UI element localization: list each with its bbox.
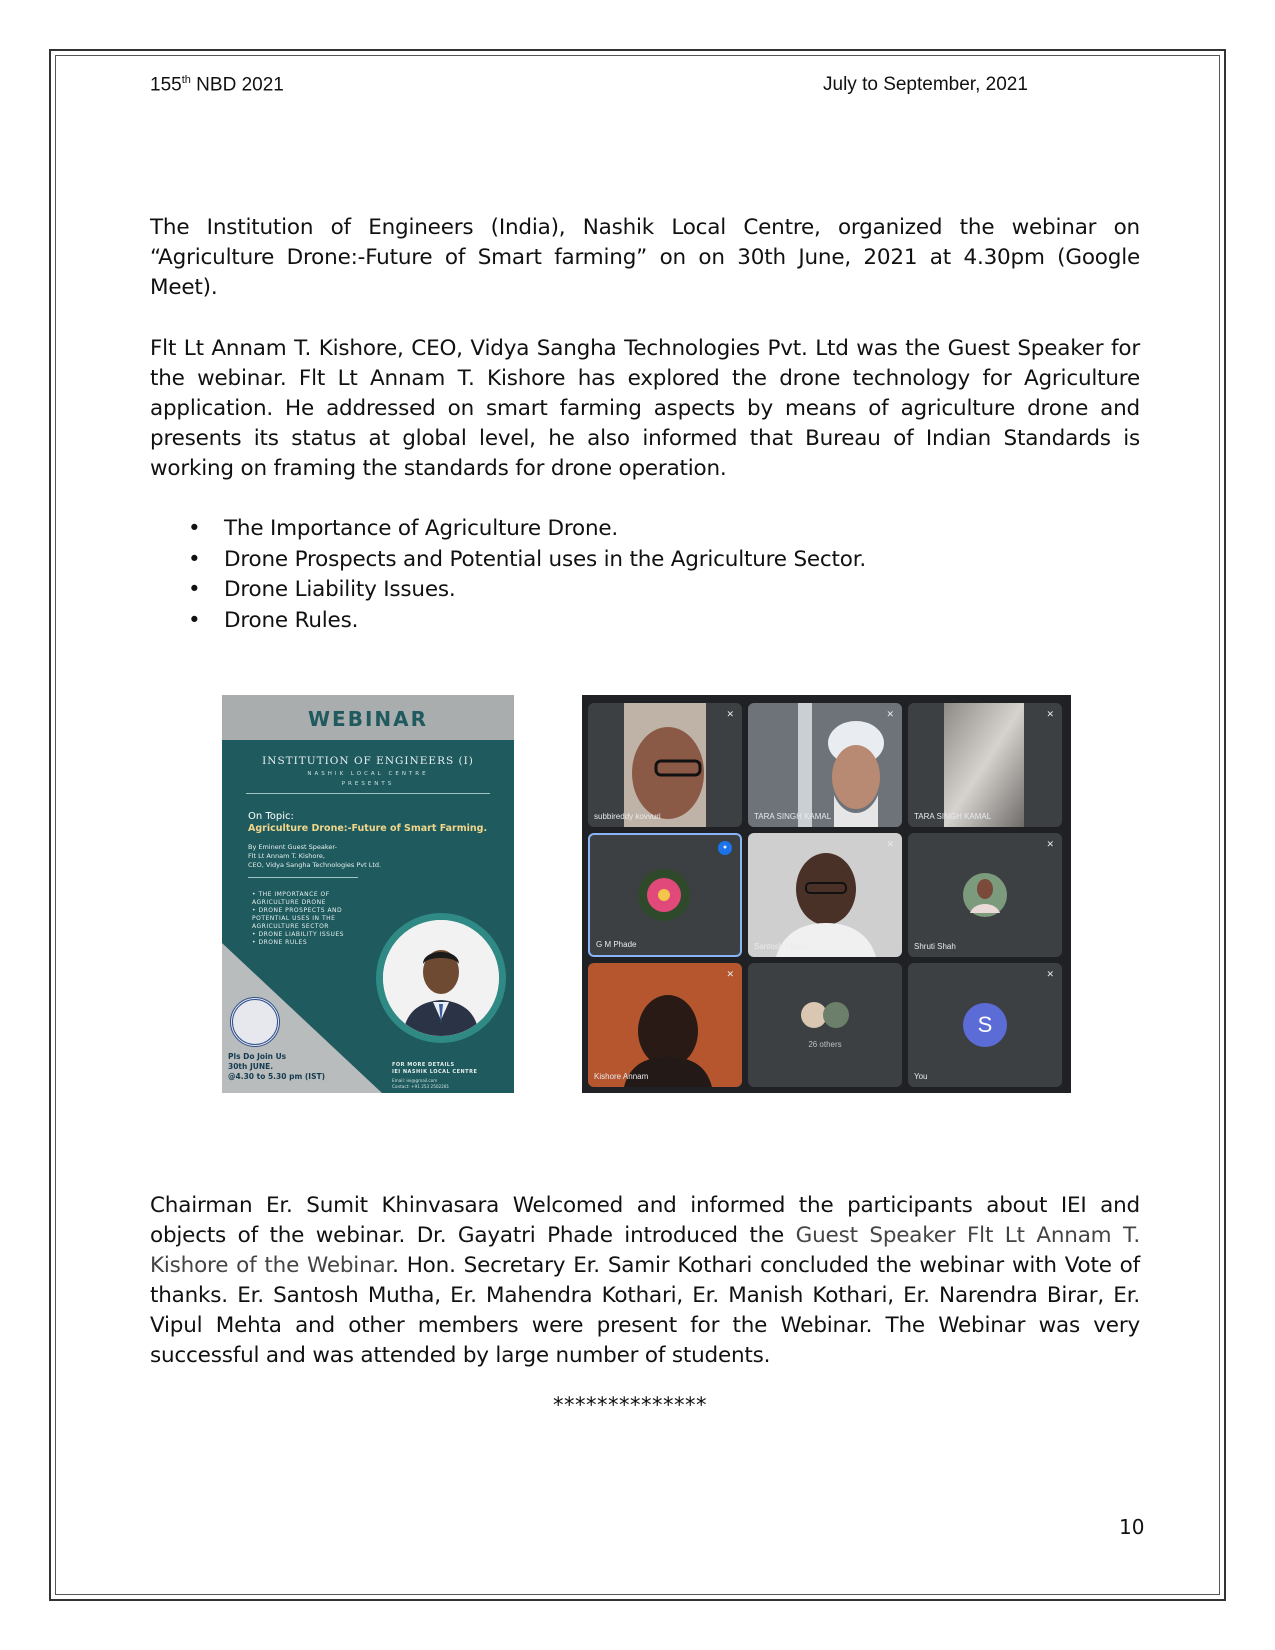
- list-item: • The Importance of Agriculture Drone.: [188, 516, 619, 541]
- participant-video-icon: [588, 703, 742, 827]
- others-avatars-icon: [748, 963, 902, 1087]
- poster-title: WEBINAR: [307, 707, 429, 731]
- participant-tile: [588, 833, 742, 957]
- participant-tile: [748, 833, 902, 957]
- topic-list: [150, 514, 866, 636]
- poster-centre: NASHIK LOCAL CENTRE: [307, 771, 429, 777]
- participant-tile: [588, 963, 742, 1087]
- mic-off-icon: ✕: [886, 839, 894, 849]
- participant-avatar-icon: [908, 833, 1062, 957]
- mic-off-icon: ✕: [1046, 839, 1054, 849]
- poster-organization: INSTITUTION OF ENGINEERS (I): [262, 755, 474, 767]
- intro-paragraph: The Institution of Engineers (India), Nashik Local Centre, organized the webinar on “Agriculture Drone:-Future of Smart farming” on on 30th June, 2021 at 4.30pm (Google Meet).: [150, 215, 1140, 300]
- mic-off-icon: ✕: [1046, 709, 1054, 719]
- participant-name: TARA SINGH KAMAL: [754, 812, 832, 821]
- poster-details: FOR MORE DETAILS IEI NASHIK LOCAL CENTRE: [392, 1062, 478, 1075]
- mic-off-icon: ✕: [726, 709, 734, 719]
- mic-off-icon: ✕: [886, 709, 894, 719]
- speaking-indicator-icon: ●: [718, 841, 732, 855]
- participant-name: TARA SINGH KAMAL: [914, 812, 992, 821]
- participant-name: subbireddy kovvuri: [594, 812, 661, 821]
- participant-name: Kishore Annam: [594, 1072, 649, 1081]
- closing-paragraph: Chairman Er. Sumit Khinvasara Welcomed and informed the participants about IEI and objects of the webinar. Dr. Gayatri Phade introduced the Guest Speaker Flt Lt Annam T. Kishore of the Webinar. Hon. Secretary Er. Samir Kothari concluded the webinar with Vote of thanks. Er. Santosh Mutha, Er. Mahendra Kothari, Er. Manish Kothari, Er. Narendra Birar, Er. Vipul Mehta and other members were present for the Webinar. The Webinar was very successful and was attended by large number of students.: [150, 1193, 1141, 1368]
- participant-video-icon: [748, 833, 902, 957]
- participant-tile-self: [908, 963, 1062, 1087]
- list-item: • Drone Liability Issues.: [188, 577, 456, 602]
- mic-off-icon: ✕: [726, 969, 734, 979]
- participant-tile: [748, 963, 902, 1087]
- page-number: 10: [1119, 1515, 1145, 1539]
- webinar-poster: [222, 695, 514, 1093]
- header-date: July to September, 2021: [823, 74, 1028, 95]
- participant-name: G M Phade: [596, 940, 637, 949]
- participant-tile: [908, 833, 1062, 957]
- section-separator: **************: [553, 1393, 707, 1417]
- flower-avatar-icon: [590, 835, 740, 955]
- participant-name: Shruti Shah: [914, 942, 956, 951]
- poster-presents: PRESENTS: [341, 781, 395, 787]
- self-avatar: S: [963, 1003, 1007, 1047]
- participant-video-icon: [748, 703, 902, 827]
- speaker-photo: [383, 920, 499, 1036]
- others-count: 26 others: [808, 1040, 842, 1049]
- poster-contact: Email: iei@gmail.com Contact: +91 253 2502281: [392, 1078, 450, 1089]
- poster-join-info: Pls Do Join Us 30th JUNE. @4.30 to 5.30 pm (IST): [228, 1052, 326, 1081]
- meet-screenshot: [582, 695, 1071, 1093]
- iei-seal-icon: [230, 997, 280, 1047]
- speaker-paragraph: Flt Lt Annam T. Kishore, CEO, Vidya Sangha Technologies Pvt. Ltd was the Guest Speaker for the webinar. Flt Lt Annam T. Kishore has explored the drone technology for Agriculture application. He addressed on smart farming aspects by means of agriculture drone and presents its status at global level, he also informed that Bureau of Indian Standards is working on framing the standards for drone operation.: [150, 336, 1140, 481]
- list-item: • Drone Prospects and Potential uses in the Agriculture Sector.: [188, 546, 867, 572]
- speaker-person-icon: [383, 920, 499, 1036]
- list-item: • Drone Rules.: [188, 607, 359, 633]
- participant-tile: [588, 703, 742, 827]
- participant-tile: [908, 703, 1062, 827]
- participant-tile: [748, 703, 902, 827]
- participant-video-icon: [588, 963, 742, 1087]
- participant-video-icon: [908, 703, 1062, 827]
- poster-topic-label: On Topic:: [248, 811, 294, 822]
- header-issue: 155th NBD 2021: [150, 74, 284, 96]
- mic-off-icon: ✕: [1046, 969, 1054, 979]
- poster-topic-list: • THE IMPORTANCE OF AGRICULTURE DRONE • DRONE PROSPECTS AND POTENTIAL USES IN THE AGRICULTURE SECTOR • DRONE LIABILITY ISSUES • DRONE RULES: [252, 891, 344, 946]
- participant-name: You: [914, 1072, 928, 1081]
- poster-topic: Agriculture Drone:-Future of Smart Farming.: [248, 823, 488, 834]
- poster-speaker: By Eminent Guest Speaker- Flt Lt Annam T. Kishore, CEO, Vidya Sangha Technologies Pvt Ltd.: [248, 843, 382, 869]
- participant-name: Santosh Mutha: [754, 942, 808, 951]
